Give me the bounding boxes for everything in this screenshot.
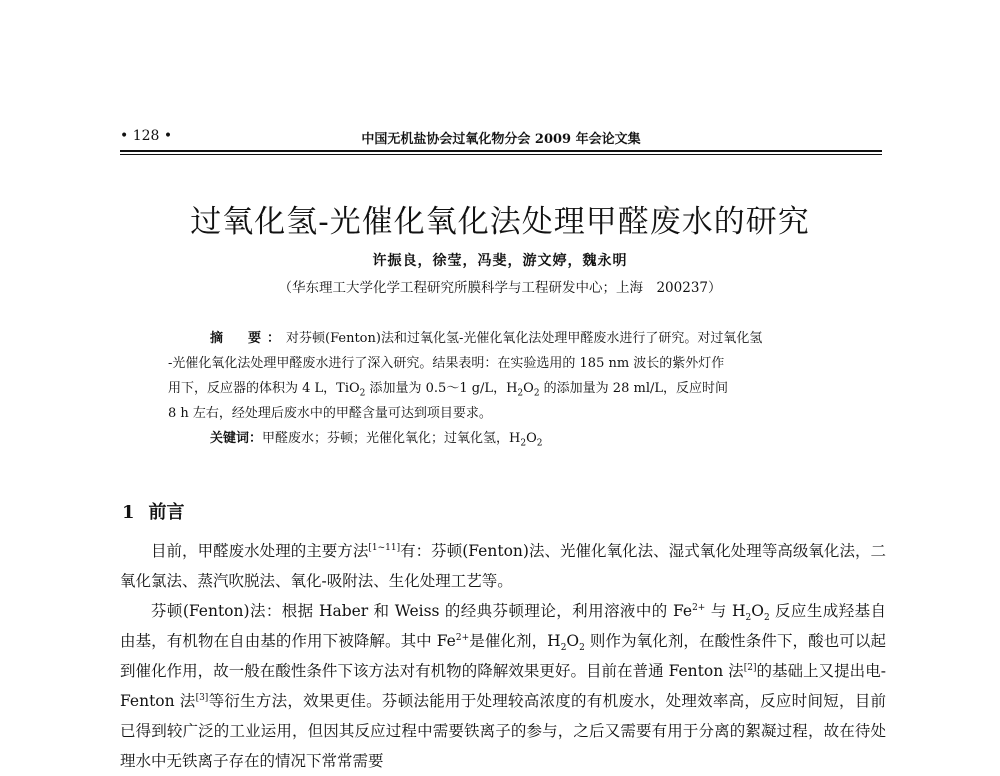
page-number: • 128 • (120, 128, 173, 144)
citation: [2] (743, 662, 757, 673)
keywords-label: 关键词： (210, 431, 263, 446)
body-text (120, 536, 886, 776)
abstract-label: 摘 要： (210, 331, 287, 346)
header-rule-thin (120, 154, 882, 155)
page-header (120, 128, 882, 148)
journal-title: 中国无机盐协会过氧化物分会 2009 年会论文集 (361, 132, 641, 147)
abstract-line-1: 对芬顿(Fenton)法和过氧化氢-光催化氧化法处理甲醛废水进行了研究。对过氧化氢 (286, 331, 763, 346)
abstract (168, 326, 848, 451)
keywords: 关键词：甲醛废水；芬顿；光催化氧化；过氧化氢，$H_2O_2$ (210, 431, 543, 449)
abstract-line-3: 用下，反应器的体积为 4 L，TiO$_2$ 添加量为 0.5～1 g/L，$H_2O_2$ 的添加量为 28 ml/L，反应时间 (168, 381, 728, 399)
abstract-line-4: 8 h 左右，经处理后废水中的甲醛含量可达到项目要求。 (168, 406, 492, 421)
authors: 许振良，徐莹，冯斐，游文婷，魏永明 (372, 253, 628, 269)
affiliation: （华东理工大学化学工程研究所膜科学与工程研发中心；上海 200237） (278, 280, 722, 296)
paragraph-2: 芬顿(Fenton)法：根据 Haber 和 Weiss 的经典芬顿理论，利用溶液中的 $Fe^{2+}$ 与 $H_2O_2$ 反应生成羟基自由基，有机物在自由基的作用下被降解。其中 $Fe^{2+}$是催化剂，$H_2O_2$ 则作为氧化剂，在酸性条件下，酸也可以起到催化作用，故一般在酸性条件下该方法对有机物的降解效果更好。目前在普通 Fenton 法[2]的基础上又提出电-Fenton 法[3]等衍生方法，效果更佳。芬顿法能用于处理较高浓度的有机废水，处理效率高，反应时间短，目前已得到较广泛的工业运用，但因其反应过程中需要铁离子的参与，之后又需要有用于分离的絮凝过程，故在待处理水中无铁离子存在的情况下常常需要 (120, 602, 886, 770)
citation: [1~11] (368, 542, 401, 553)
citation: [3] (195, 692, 209, 703)
header-rule-thick (120, 150, 882, 152)
abstract-line-2: -光催化氧化法处理甲醛废水进行了深入研究。结果表明：在实验选用的 185 nm 波长的紫外灯作 (168, 356, 725, 371)
section-heading (122, 498, 185, 524)
paragraph-1: 目前，甲醛废水处理的主要方法[1~11]有：芬顿(Fenton)法、光催化氧化法、湿式氧化处理等高级氧化法，二氧化氯法、蒸汽吹脱法、氧化-吸附法、生化处理工艺等。 (120, 542, 886, 590)
section-number: 1 (122, 502, 135, 523)
section-title: 前言 (148, 502, 185, 523)
paper-title: 过氧化氢-光催化氧化法处理甲醛废水的研究 (190, 204, 810, 240)
